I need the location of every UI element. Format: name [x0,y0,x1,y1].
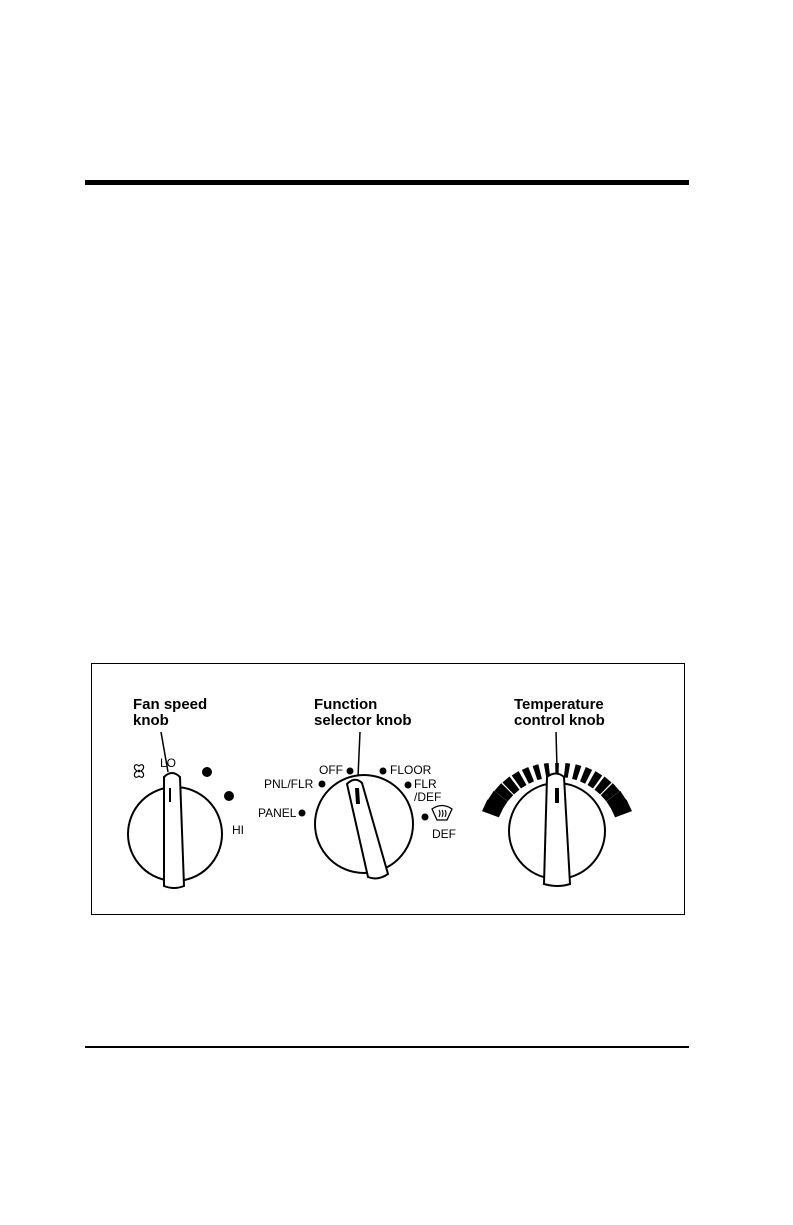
function-flrdef-dot [405,782,412,789]
function-floor-dot [380,768,387,775]
function-pnlflr-dot [319,781,326,788]
temperature-knob-pointer [555,788,559,803]
function-selector-callout: Function selector knob [314,696,412,729]
temperature-scale-segment [533,764,542,780]
knobs-diagram [92,664,686,916]
function-panel-label: PANEL [258,806,297,820]
defrost-icon [432,806,452,821]
temperature-leader-line [556,732,557,768]
fan-speed-dot-2 [202,767,212,777]
bottom-rule [85,1046,689,1048]
function-flr-label: FLR [414,777,437,791]
fan-speed-dot-3 [224,791,234,801]
temperature-control-knob[interactable] [482,732,632,886]
function-leader-line [358,732,360,777]
fan-hi-label: HI [232,823,244,837]
fan-speed-callout: Fan speed knob [133,696,208,729]
temperature-scale-segment [564,763,570,778]
function-def-label: DEF [432,827,456,841]
temperature-scale-segment [572,764,581,780]
function-pnlflr-label: PNL/FLR [264,777,314,791]
top-rule [85,180,689,185]
climate-control-figure [91,663,685,915]
function-def-dot [422,814,429,821]
function-selector-knob[interactable] [258,732,456,878]
function-floor-label: FLOOR [390,763,432,777]
fan-knob-pointer [169,788,171,802]
fan-icon [134,765,143,778]
function-panel-dot [299,810,306,817]
function-off-label: OFF [319,763,343,777]
function-def-suffix-label: /DEF [414,790,442,804]
function-off-dot [347,768,354,775]
fan-lo-label: LO [160,756,177,770]
temperature-control-callout: Temperature control knob [514,696,605,729]
fan-speed-knob[interactable] [128,732,244,888]
fan-knob-grip [164,773,184,888]
